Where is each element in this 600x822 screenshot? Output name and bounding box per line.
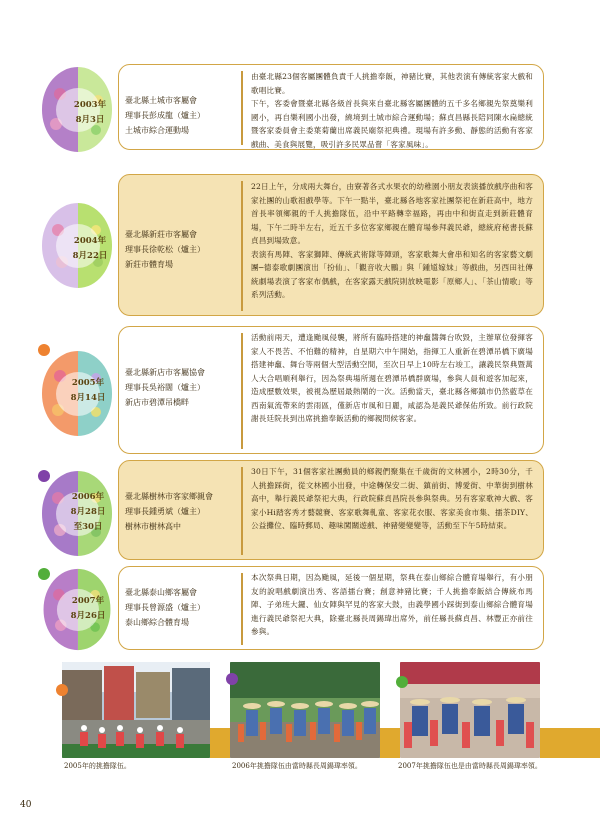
entry-org: 臺北縣新店市客屬協會 理事長吳裕闊（爐主） 新店市碧潭吊橋畔: [125, 368, 205, 407]
gold-accent-bar: [540, 728, 600, 758]
entry-card: [118, 326, 544, 454]
timeline-entry-2003: [0, 64, 600, 150]
card-divider: [241, 181, 243, 311]
gold-accent-bar: [380, 728, 400, 758]
timeline-entry-2007: [0, 566, 600, 650]
entry-date: 2004年 8月22日: [72, 236, 108, 261]
timeline-entry-2004: [0, 174, 600, 316]
orange-dot: [56, 684, 68, 696]
entry-body: 22日上午，分成兩大舞台，由寮著各式水果衣的幼稚園小朋友表演播放戲序曲和客家社團的山歌祖戲學等。下午一點半，臺北縣各地客家社團祭祀在新莊高中，地方首長率領鄉親的千人挑擔隊伍，沿中平路轉幸福路，再由中和街直走到新莊體育場，下午二時半左右，近五千多位客家鄉親在體育場參拜義民爺，總統府秘書長蘇貞昌到場致意。 表演有馬陣、客家獅陣、傳統武術隊等陣頭，客家歌舞大會串和知名的客家藝文劇團─德泰歌劇團演出「扮仙」、「觀音收大鵬」與「鍾馗嫁妹」等戲曲，另西田社傳統劇場表演了客家布偶戲，在客家露天戲院則放映電影「原鄉人」、「茶山情歌」等系列活動。: [251, 182, 533, 299]
photo-2005-procession: [62, 662, 210, 758]
gold-accent-bar: [210, 728, 230, 758]
photo-2007-procession: [400, 662, 540, 758]
green-dot: [396, 676, 408, 688]
card-divider: [241, 71, 243, 145]
photo-caption: 2005年的挑擔隊伍。: [64, 762, 131, 770]
purple-dot: [226, 673, 238, 685]
entry-org: 臺北縣新莊市客屬會 理事長徐乾松（爐主） 新莊市體育場: [125, 230, 205, 269]
entry-org: 臺北縣樹林市客家鄉親會 理事長鍾勇斌（爐主） 樹林市樹林高中: [125, 492, 213, 531]
entry-date: 2005年 8月14日: [70, 378, 106, 403]
photo-2006-procession: [230, 662, 380, 758]
entry-card: [118, 174, 544, 316]
card-divider: [241, 573, 243, 645]
card-divider: [241, 333, 243, 449]
entry-body: 30日下午，31個客家社團動員的鄉親們聚集在千歲街的文林國小，2時30分，千人挑擔踩街，從文林國小出發，中途轉保安二街、鎮前街、博愛街、中華街到樹林高中，舉行義民爺祭祀大典，行政院蘇貞昌院長參與祭典。另有客家歌神大戲、客家小Hi踏客秀才藝競賽、客家歌舞軋童、客家花衣服、客家美食市集、擂茶DIY、公益攤位、臨時郵局、趣味闖關遊戲、神豬變變變等，活動至下午5時結束。: [251, 467, 533, 530]
entry-card: [118, 566, 544, 650]
card-divider: [241, 467, 243, 555]
entry-body: 由臺北縣23個客屬團體負責千人挑擔奉飯，神豬比賽，其他表演有傳統客家大戲和歌唱比賽。 下午，客委會暨臺北縣各級首長與來自臺北縣客屬團體的五千多名鄉親先祭奠樂利國小，再自樂利國小出發，繞境到土城市綜合運動場；蘇貞昌縣長陪同陳水扁總統暨客家委員會主委葉菊蘭出席義民廟祭祀典禮。現場有許多動、靜態的活動有客家戲曲、美食與展覽，吸引許多民眾品嘗「客家風味」。: [251, 72, 533, 149]
photo-caption: 2006年挑擔隊伍由當時縣長周錫瑋率領。: [232, 762, 362, 770]
entry-org: 臺北縣土城市客屬會 理事長彭成龍（爐主） 土城市綜合運動場: [125, 96, 205, 135]
entry-body: 本次祭典日期，因為颱風，延後一個星期，祭典在泰山鄉綜合體育場舉行，有小朋友的說唱戲劇演出秀、客語擂台賽；創意神豬比賽；千人挑擔奉飯結合傳統布馬陣、子弟班大鑼、仙女陣與罕見的客家大鼓，由義學國小踩街到泰山鄉綜合體育場進行義民爺祭祀大典，除臺北縣長周錫瑋出席外，前任縣長蘇貞昌、林豐正亦前往參與。: [251, 573, 533, 636]
page-number: 40: [20, 800, 32, 810]
entry-date: 2006年 8月28日 至30日: [70, 492, 106, 532]
photo-caption: 2007年挑擔隊伍也是由當時縣長周錫瑋率領。: [398, 762, 542, 770]
entry-card: [118, 460, 544, 560]
entry-card: [118, 64, 544, 150]
timeline-entry-2006: [0, 460, 600, 560]
entry-date: 2003年 8月3日: [73, 100, 107, 125]
entry-body: 活動前兩天，遭逢颱風侵襲，將所有臨時搭建的神龕醬舞台吹毀，主辦單位發揮客家人不畏苦、不怕難的精神，自星期六中午開始，指揮工人重新在碧潭吊橋下廣場搭建神龕、舞台等兩個大型活動空間，至次日早上10時左右竣工，讓義民祭典暨萬人大合唱順利舉行，因為祭典場所週在碧潭吊橋群廣場，參與人員和遊客加起來，造成歷數效果，被視為歷屆最熱鬧的一次。活動當天，臺北縣各鄉鎮市仍然藍草在西南氣流帶來的雲雨區，僅新店市風和日麗，咸認為是義民爺保佑所致。前行政院謝長廷院長到出席挑擔奉飯活動的鄉親問候客家。: [251, 333, 533, 423]
entry-date: 2007年 8月26日: [70, 596, 106, 621]
entry-org: 臺北縣泰山鄉客屬會 理事長曾源盛（爐主） 泰山鄉綜合體育場: [125, 588, 205, 627]
timeline-entry-2005: [0, 326, 600, 454]
